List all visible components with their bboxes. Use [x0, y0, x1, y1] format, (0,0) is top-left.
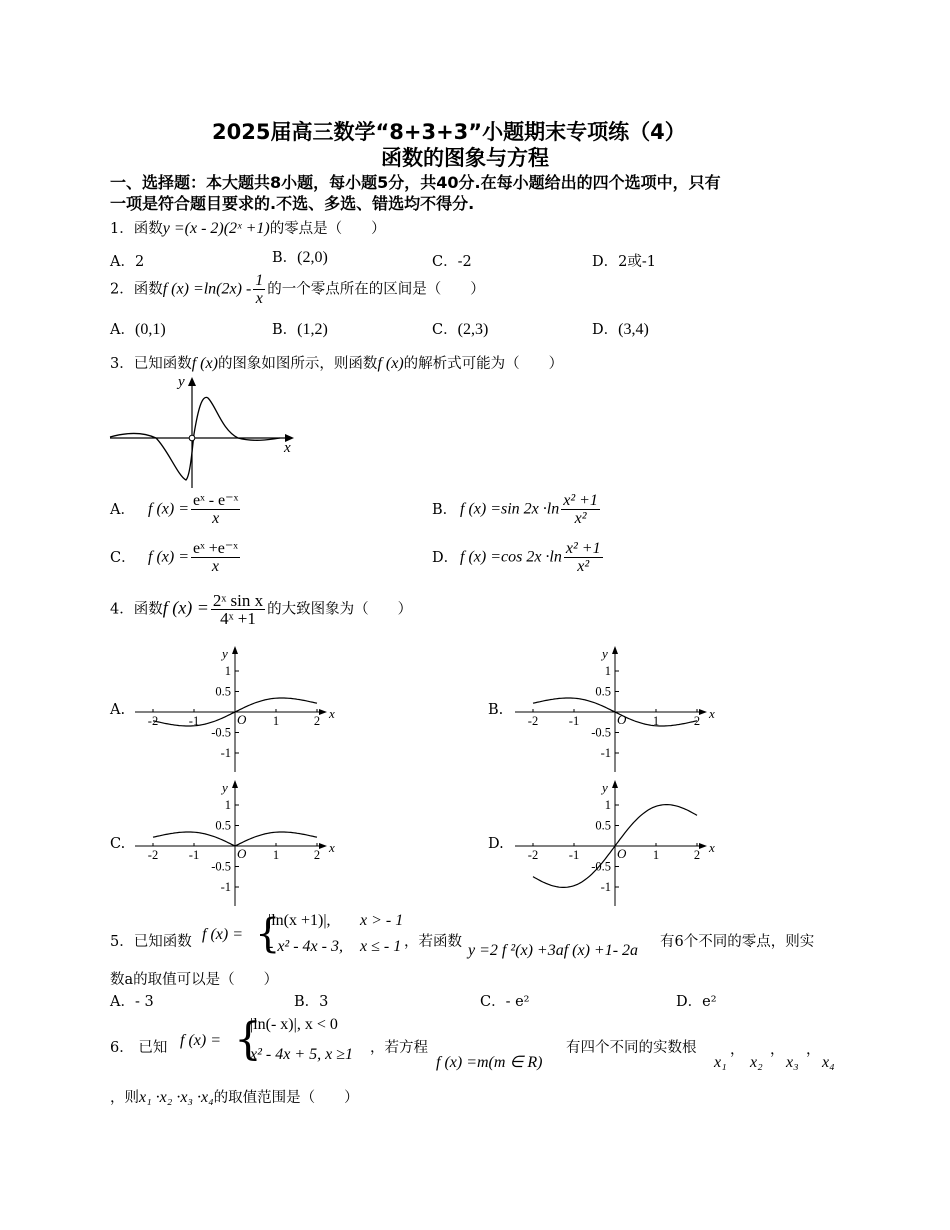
q2-option-c-label: C． [432, 322, 458, 338]
q1-option-a: A．2 [110, 254, 145, 270]
q2-option-c [432, 318, 488, 339]
q5-formula: y =2 f ²(x) +3af (x) +1- 2a [468, 942, 639, 959]
q6-comma-2: ， [770, 1042, 785, 1058]
q6-prefix: 6． 已知 [110, 1040, 168, 1056]
title-line-1: 2025届高三数学“8+3+3”小题期末专项练（4） [212, 120, 686, 144]
q3-option-a-num: eˣ - e⁻ˣ [193, 492, 239, 509]
q3-option-a-label: A． [110, 501, 135, 518]
q2-frac-num: 1 [255, 272, 264, 289]
x-tick-label: 1 [652, 848, 660, 862]
question-1 [110, 217, 386, 238]
q2-option-a-math: (0,1) [134, 321, 166, 338]
y-tick-label: -0.5 [211, 725, 231, 740]
q4-graph-label-d: D. [488, 836, 504, 852]
q2-option-a [110, 318, 166, 339]
q3-option-a-den: x [212, 510, 220, 527]
y-tick-label: 0.5 [595, 818, 611, 833]
q4-graph-b [510, 640, 725, 775]
q3-option-d-label: D． [432, 549, 459, 566]
q5-cond-1: x > - 1 [360, 912, 404, 929]
x-tick-label: 1 [272, 848, 280, 862]
q3-x-label: x [284, 440, 291, 456]
y-tick-label: -1 [600, 746, 611, 760]
q3-option-d-den: x² [577, 558, 590, 575]
x-tick-label: -2 [147, 848, 159, 862]
q1-option-d: D．2或-1 [592, 254, 656, 270]
y-tick-label: 0.5 [215, 684, 231, 699]
q6-root-1: x₁ [714, 1054, 727, 1071]
q5-option-a: A．- 3 [110, 994, 154, 1010]
y-tick-label: -0.5 [591, 725, 611, 740]
x-tick-label: 1 [652, 714, 660, 728]
x-tick-label: -1 [188, 714, 200, 728]
x-axis-label: x [709, 706, 715, 721]
q4-prefix: 4．函数 [110, 601, 163, 618]
q6-root-3: x₃ [786, 1054, 799, 1071]
q3-option-b-lhs: f (x) =sin 2x ·ln [460, 500, 560, 518]
q5-line-2: 数a的取值可以是（ ） [110, 972, 279, 988]
y-tick-label: 1 [224, 798, 231, 812]
q3-mid: 的图象如图所示，则函数 [217, 356, 378, 372]
y-tick-label: -0.5 [211, 859, 231, 874]
question-2 [110, 272, 485, 307]
x-tick-label: -2 [527, 848, 539, 862]
q1-option-b [272, 246, 328, 267]
q6-case-2: x² - 4x + 5, x ≥1 [250, 1046, 354, 1063]
q3-option-a [110, 492, 242, 527]
q3-option-d [432, 540, 605, 575]
y-tick-label: 0.5 [595, 684, 611, 699]
q2-formula: f (x) =ln(2x) - [162, 280, 252, 298]
q6-formula: f (x) =m(m ∈ R) [436, 1054, 543, 1071]
q1-suffix: 的零点是（ ） [269, 221, 386, 237]
section-heading-line-1: 一、选择题：本大题共8小题，每小题5分，共40分.在每小题给出的四个选项中，只有 [110, 173, 721, 192]
x-axis-arrow [699, 843, 707, 849]
q4-graph-label-a: A. [110, 702, 126, 718]
q2-option-c-math: (2,3) [457, 321, 489, 338]
q2-option-b-label: B． [272, 322, 298, 338]
x-tick-label: 2 [693, 848, 701, 862]
q5-lhs: f (x) = [202, 926, 243, 943]
y-tick-label: -1 [220, 746, 231, 760]
q3-option-d-fraction [564, 540, 603, 575]
q2-option-d-label: D． [592, 322, 619, 338]
q2-prefix: 2．函数 [110, 281, 163, 298]
y-tick-label: 0.5 [215, 818, 231, 833]
y-tick-label: 1 [604, 664, 611, 678]
q5-suffix: 有6个不同的零点，则实 [660, 934, 815, 950]
q1-formula: y =(x - 2)(2ˣ +1) [162, 220, 270, 237]
q6-lhs: f (x) = [180, 1032, 221, 1049]
q5-option-c: C．- e² [480, 994, 530, 1010]
q3-f-1: f (x) [191, 355, 218, 372]
x-axis-label: x [329, 840, 335, 855]
q2-fraction [253, 272, 265, 307]
y-tick-label: -1 [600, 880, 611, 894]
q3-option-b [432, 492, 602, 527]
q4-den: 4ˣ +1 [220, 609, 256, 628]
y-tick-label: 1 [604, 798, 611, 812]
q2-option-a-label: A． [110, 322, 135, 338]
q3-option-c-den: x [211, 558, 220, 575]
y-axis-label: y [602, 646, 608, 661]
q6-mid: ，若方程 [370, 1040, 428, 1056]
q4-lhs: f (x) = [162, 597, 209, 618]
q1-option-b-math: (2,0) [297, 249, 328, 266]
x-axis-arrow [699, 709, 707, 715]
q4-fraction [211, 592, 265, 627]
q6-line-2-prefix: ，则 [110, 1090, 139, 1106]
q3-option-b-label: B． [432, 501, 458, 518]
q5-option-d: D．e² [676, 994, 717, 1010]
q5-mid: ，若函数 [404, 934, 462, 950]
q4-graph-c [130, 774, 345, 909]
y-axis-arrow [232, 646, 238, 654]
q3-f-2: f (x) [377, 355, 404, 372]
q3-option-c-label: C． [110, 549, 136, 566]
q1-option-c: C．-2 [432, 254, 472, 270]
q6-product: x₁ ·x₂ ·x₃ ·x₄ [139, 1089, 214, 1106]
q1-option-b-label: B． [272, 250, 298, 266]
origin-label: O [237, 846, 247, 861]
x-tick-label: -2 [147, 714, 159, 728]
q3-prefix: 3．已知函数 [110, 356, 192, 372]
question-4 [110, 592, 412, 627]
x-tick-label: 2 [313, 848, 321, 862]
x-tick-label: -1 [188, 848, 200, 862]
y-tick-label: -0.5 [591, 859, 611, 874]
x-axis-arrow [319, 709, 327, 715]
q4-suffix: 的大致图象为（ ） [267, 601, 413, 618]
q2-option-b-math: (1,2) [297, 321, 328, 338]
q3-y-label: y [178, 374, 185, 390]
q6-line-2 [110, 1086, 359, 1107]
q6-line-2-suffix: 的取值范围是（ ） [213, 1090, 359, 1106]
q6-suffix: 有四个不同的实数根 [566, 1040, 697, 1056]
y-axis-label: y [602, 780, 608, 795]
q4-graph-label-c: C. [110, 836, 126, 852]
q6-comma-3: ， [806, 1042, 821, 1058]
q6-comma-1: ， [730, 1042, 745, 1058]
x-tick-label: -1 [568, 848, 580, 862]
q4-graph-label-b: B. [488, 702, 504, 718]
q3-option-c-lhs: f (x) = [148, 548, 189, 566]
q3-option-b-den: x² [574, 510, 587, 527]
q3-option-c-num: eˣ +e⁻ˣ [193, 540, 238, 557]
q1-prefix: 1．函数 [110, 221, 163, 237]
q3-option-b-fraction [561, 492, 600, 527]
y-axis-arrow [612, 646, 618, 654]
q4-num: 2ˣ sin x [212, 591, 264, 610]
q2-option-b [272, 318, 328, 339]
q5-brace: { [255, 911, 281, 957]
question-3 [110, 352, 563, 373]
y-axis-label: y [222, 646, 228, 661]
x-axis-label: x [329, 706, 335, 721]
q6-case-1: |ln(- x)|, x < 0 [250, 1016, 338, 1033]
q2-suffix: 的一个零点所在的区间是（ ） [267, 281, 485, 298]
q5-option-b: B．3 [294, 994, 329, 1010]
q4-graph-a [130, 640, 345, 775]
origin-label: O [617, 712, 627, 727]
q3-option-c [110, 540, 242, 575]
question-6 [110, 1016, 840, 1076]
x-tick-label: 2 [313, 714, 321, 728]
y-tick-label: 1 [224, 664, 231, 678]
x-axis-label: x [709, 840, 715, 855]
origin-label: O [617, 846, 627, 861]
q3-option-d-num: x² +1 [565, 540, 601, 557]
x-tick-label: -2 [527, 714, 539, 728]
origin-label: O [237, 712, 247, 727]
q3-option-b-num: x² +1 [563, 492, 598, 509]
q2-option-d-math: (3,4) [618, 321, 649, 338]
q5-case-1: |ln(x +1)|, [268, 912, 331, 929]
q3-option-c-fraction [191, 540, 240, 575]
x-axis-arrow [319, 843, 327, 849]
q6-root-2: x₂ [750, 1054, 763, 1071]
y-tick-label: -1 [220, 880, 231, 894]
q6-brace: { [234, 1014, 262, 1065]
y-axis-label: y [222, 780, 228, 795]
x-tick-label: -1 [568, 714, 580, 728]
q6-root-4: x₄ [822, 1054, 835, 1071]
y-axis-arrow [612, 780, 618, 788]
q3-option-d-lhs: f (x) =cos 2x ·ln [460, 548, 562, 566]
q3-suffix: 的解析式可能为（ ） [403, 356, 564, 372]
section-heading-line-2: 一项是符合题目要求的.不选、多选、错选均不得分. [110, 194, 475, 213]
x-tick-label: 1 [272, 714, 280, 728]
q2-frac-den: x [255, 290, 263, 307]
q5-case-2: - x² - 4x - 3, [268, 938, 343, 955]
title-line-2: 函数的图象与方程 [381, 146, 549, 170]
q5-prefix: 5．已知函数 [110, 934, 192, 950]
q5-cond-2: x ≤ - 1 [360, 938, 402, 955]
q3-option-a-fraction [191, 492, 240, 527]
q4-graph-d [510, 774, 725, 909]
q2-option-d [592, 318, 649, 339]
x-tick-label: 2 [693, 714, 701, 728]
q3-function-graph [108, 372, 298, 492]
q3-option-a-lhs: f (x) = [148, 500, 189, 518]
y-axis-arrow [232, 780, 238, 788]
